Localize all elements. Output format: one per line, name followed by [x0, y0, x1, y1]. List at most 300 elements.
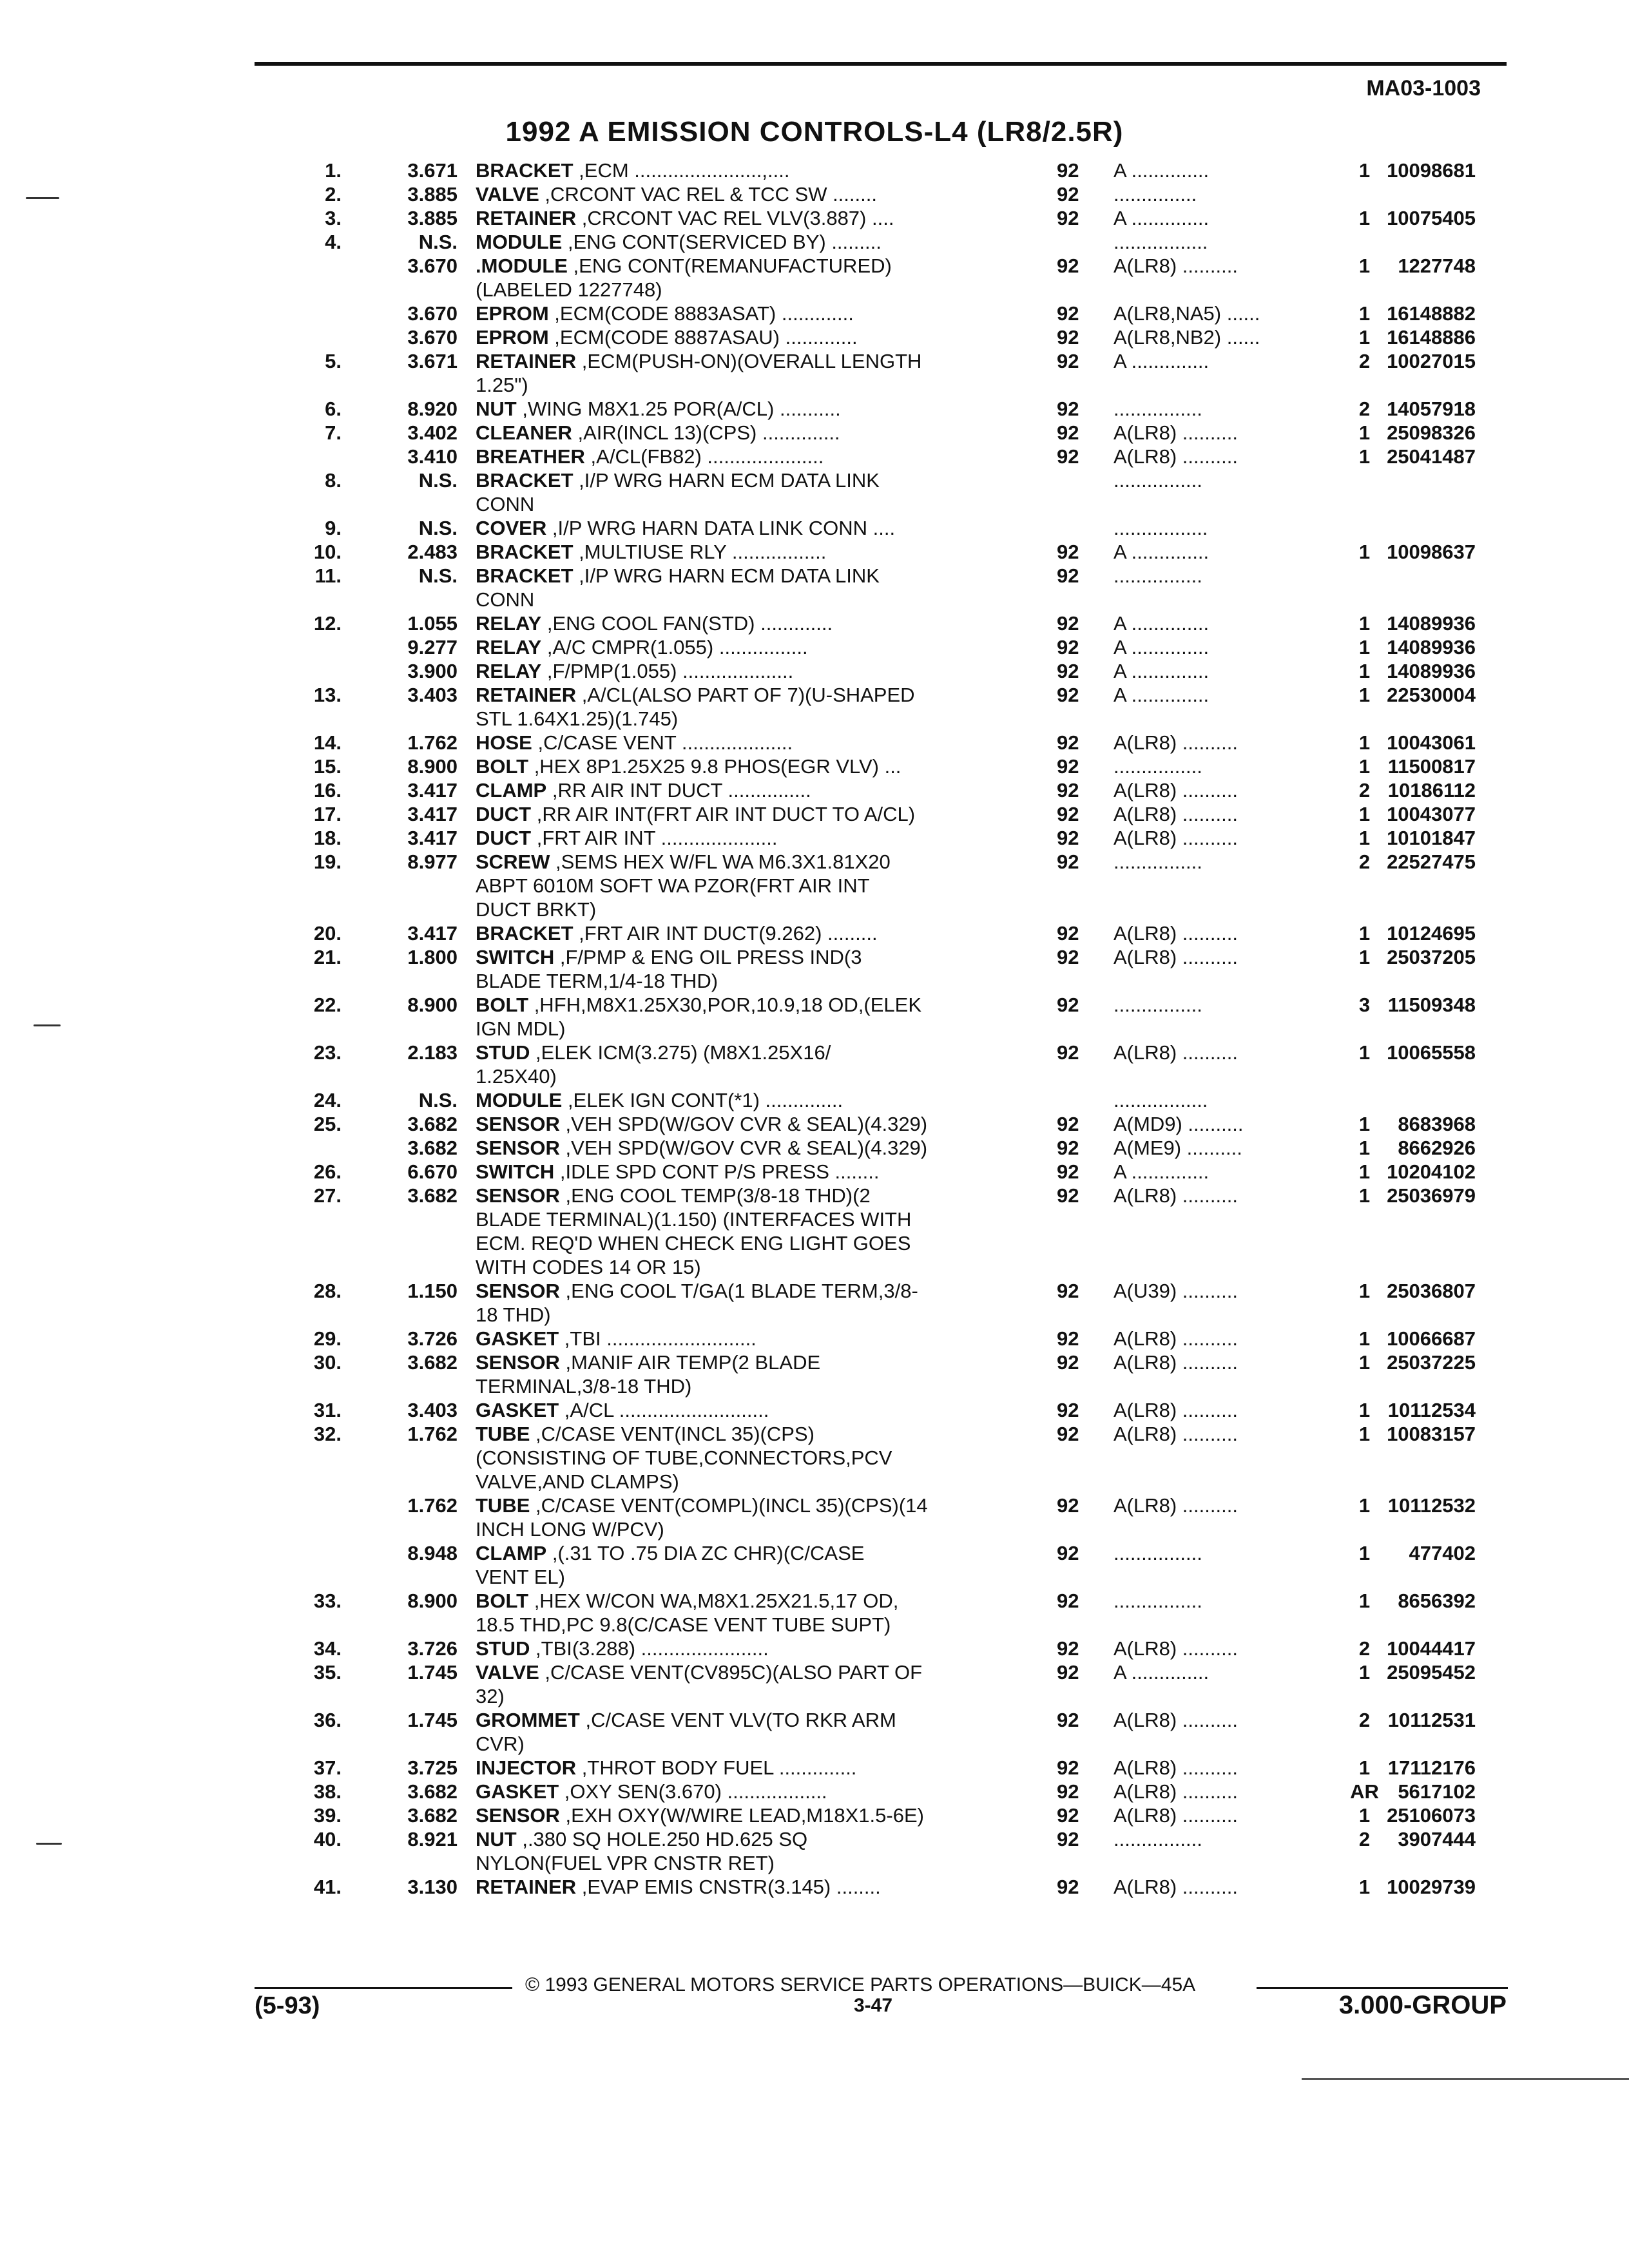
table-row [0, 1565, 1629, 1589]
part-keyword: STUD [476, 1041, 530, 1064]
quantity: 1 [1358, 445, 1371, 468]
part-detail: BLADE TERM,1/4-18 THD) [476, 970, 718, 992]
application: ................ [1113, 1828, 1202, 1850]
table-row [0, 1637, 1629, 1660]
group-number: 2.483 [407, 541, 458, 563]
application: ................ [1113, 850, 1202, 873]
model-year: 92 [1057, 1828, 1079, 1850]
group-number: 3.682 [407, 1137, 458, 1159]
item-number: 16. [313, 779, 342, 802]
model-year: 92 [1057, 1280, 1079, 1302]
table-row [0, 1374, 1629, 1398]
part-detail: ,ECM(CODE 8883ASAT) ............. [548, 302, 854, 325]
group-number: 3.130 [407, 1876, 458, 1898]
part-keyword: TUBE [476, 1423, 530, 1445]
part-description [458, 778, 1050, 802]
table-row [0, 1875, 1629, 1899]
part-keyword: BOLT [476, 994, 529, 1016]
item-number: 38. [313, 1780, 342, 1803]
model-year: 92 [1057, 1709, 1079, 1731]
group-number: 3.417 [407, 779, 458, 802]
part-detail: ,AIR(INCL 13)(CPS) .............. [572, 421, 840, 444]
part-detail: STL 1.64X1.25)(1.745) [476, 707, 679, 730]
group-number: 3.417 [407, 922, 458, 945]
application: ................. [1113, 1089, 1208, 1111]
table-row [0, 1088, 1629, 1112]
part-description [458, 1494, 1050, 1517]
table-row [0, 802, 1629, 826]
part-detail: ,ECM .......................,.... [573, 159, 790, 182]
part-keyword: BRACKET [476, 541, 574, 563]
part-description [458, 659, 1050, 683]
quantity: 2 [1358, 1709, 1371, 1731]
application: A(LR8) .......... [1113, 255, 1238, 277]
group-number: 8.900 [407, 994, 458, 1016]
group-number: 3.671 [407, 159, 458, 182]
quantity: 1 [1358, 1804, 1371, 1827]
item-number: 6. [325, 398, 342, 420]
quantity: 1 [1358, 684, 1371, 706]
table-row [0, 707, 1629, 731]
part-keyword: CLAMP [476, 779, 547, 802]
item-number: 11. [314, 564, 342, 587]
part-detail: IGN MDL) [476, 1017, 566, 1040]
table-row [0, 1732, 1629, 1756]
part-keyword: RELAY [476, 636, 542, 658]
table-row [0, 373, 1629, 397]
part-keyword: SENSOR [476, 1804, 560, 1827]
part-detail: ,IDLE SPD CONT P/S PRESS ........ [554, 1160, 880, 1183]
part-detail: ,ENG COOL FAN(STD) ............. [541, 612, 833, 635]
group-number: 8.900 [407, 755, 458, 778]
application: A(LR8) .......... [1113, 1423, 1238, 1445]
model-year: 92 [1057, 1637, 1079, 1660]
table-row [0, 1756, 1629, 1780]
part-number: 5617102 [1398, 1780, 1476, 1803]
part-number: 11500817 [1387, 755, 1476, 778]
part-detail: ,HFH,M8X1.25X30,POR,10.9,18 OD,(ELEK [528, 994, 922, 1016]
group-number: 3.417 [407, 827, 458, 849]
margin-mark [36, 1843, 62, 1845]
table-row [0, 1684, 1629, 1708]
model-year: 92 [1057, 922, 1079, 945]
quantity: 1 [1358, 731, 1371, 754]
item-number: 22. [313, 994, 342, 1016]
table-row [0, 993, 1629, 1017]
part-keyword: DUCT [476, 827, 532, 849]
application: A(LR8,NA5) ...... [1113, 302, 1260, 325]
model-year: 92 [1057, 183, 1079, 206]
model-year: 92 [1057, 1661, 1079, 1684]
table-row [0, 1446, 1629, 1470]
table-row [0, 945, 1629, 969]
part-description [458, 1231, 1050, 1255]
part-description [458, 1756, 1050, 1780]
part-number: 10029739 [1387, 1876, 1476, 1898]
part-number: 14089936 [1387, 612, 1476, 635]
table-row [0, 898, 1629, 921]
quantity: 2 [1358, 1637, 1371, 1660]
item-number: 4. [325, 231, 342, 253]
table-row [0, 1803, 1629, 1827]
model-year: 92 [1057, 445, 1079, 468]
application: ................ [1113, 1542, 1202, 1564]
table-row [0, 230, 1629, 254]
model-year: 92 [1057, 1780, 1079, 1803]
item-number: 3. [325, 207, 342, 229]
part-number: 8683968 [1398, 1113, 1476, 1135]
model-year: 92 [1057, 850, 1079, 873]
part-number: 8656392 [1398, 1590, 1476, 1612]
part-detail: ,C/CASE VENT(COMPL)(INCL 35)(CPS)(14 [530, 1494, 928, 1517]
part-detail: NYLON(FUEL VPR CNSTR RET) [476, 1852, 775, 1874]
part-detail: ,FRT AIR INT ..................... [531, 827, 778, 849]
application: A(LR8) .......... [1113, 922, 1238, 945]
quantity: 1 [1358, 207, 1371, 229]
group-number: 3.726 [407, 1327, 458, 1350]
application: ................ [1113, 1590, 1202, 1612]
part-description [458, 206, 1050, 230]
part-number: 16148886 [1387, 326, 1476, 349]
part-keyword: BRACKET [476, 469, 574, 492]
item-number: 30. [313, 1351, 342, 1374]
part-keyword: MODULE [476, 231, 563, 253]
application: A(LR8) .......... [1113, 1876, 1238, 1898]
table-row [0, 1708, 1629, 1732]
application: ................. [1113, 231, 1208, 253]
part-keyword: SCREW [476, 850, 550, 873]
quantity: 1 [1358, 1327, 1371, 1350]
part-keyword: BRACKET [476, 922, 574, 945]
quantity: 1 [1358, 1494, 1371, 1517]
model-year: 92 [1057, 350, 1079, 372]
application: A(LR8) .......... [1113, 779, 1238, 802]
application: A(LR8) .......... [1113, 1637, 1238, 1660]
part-description [458, 1184, 1050, 1207]
table-row [0, 754, 1629, 778]
model-year: 92 [1057, 207, 1079, 229]
table-row [0, 1827, 1629, 1851]
part-detail: (CONSISTING OF TUBE,CONNECTORS,PCV [476, 1446, 892, 1469]
part-number: 25037205 [1387, 946, 1476, 968]
application: A .............. [1113, 660, 1210, 682]
part-detail: ,CRCONT VAC REL VLV(3.887) .... [576, 207, 894, 229]
part-detail: ,ELEK ICM(3.275) (M8X1.25X16/ [530, 1041, 831, 1064]
part-detail: ,ENG COOL T/GA(1 BLADE TERM,3/8- [559, 1280, 918, 1302]
part-description [458, 1422, 1050, 1446]
table-row [0, 683, 1629, 707]
part-description [458, 921, 1050, 945]
table-row [0, 1184, 1629, 1207]
quantity: 3 [1358, 994, 1371, 1016]
document-id: MA03-1003 [1366, 76, 1481, 101]
part-number: 25098326 [1387, 421, 1476, 444]
part-detail: ,VEH SPD(W/GOV CVR & SEAL)(4.329) [559, 1113, 928, 1135]
application: A .............. [1113, 636, 1210, 658]
part-description [458, 1207, 1050, 1231]
group-number: 1.800 [407, 946, 458, 968]
item-number: 17. [313, 803, 342, 825]
table-row [0, 1207, 1629, 1231]
group-number: N.S. [418, 231, 458, 253]
part-number: 10027015 [1387, 350, 1476, 372]
part-keyword: EPROM [476, 326, 549, 349]
part-description [458, 1637, 1050, 1660]
part-description [458, 1803, 1050, 1827]
part-keyword: RETAINER [476, 350, 577, 372]
part-description [458, 1684, 1050, 1708]
application: A(U39) .......... [1113, 1280, 1238, 1302]
scan-artifact-line [1302, 2078, 1629, 2080]
part-keyword: BOLT [476, 1590, 529, 1612]
part-number: 10124695 [1387, 922, 1476, 945]
part-detail: VALVE,AND CLAMPS) [476, 1470, 679, 1493]
quantity: 2 [1358, 779, 1371, 802]
part-description [458, 1732, 1050, 1756]
application: ................ [1113, 469, 1202, 492]
group-number: 3.682 [407, 1351, 458, 1374]
item-number: 34. [313, 1637, 342, 1660]
part-keyword: CLEANER [476, 421, 572, 444]
part-detail: ,I/P WRG HARN ECM DATA LINK [573, 564, 880, 587]
part-detail: ,SEMS HEX W/FL WA M6.3X1.81X20 [550, 850, 891, 873]
model-year: 92 [1057, 1494, 1079, 1517]
item-number: 10. [313, 541, 342, 563]
part-number: 25095452 [1387, 1661, 1476, 1684]
part-description [458, 1327, 1050, 1350]
quantity: 1 [1358, 1876, 1371, 1898]
part-number: 10083157 [1387, 1423, 1476, 1445]
table-row [0, 159, 1629, 182]
part-keyword: GASKET [476, 1780, 559, 1803]
part-description [458, 898, 1050, 921]
group-number: N.S. [418, 1089, 458, 1111]
table-row [0, 1327, 1629, 1350]
part-detail: ,ECM(CODE 8887ASAU) ............. [548, 326, 858, 349]
group-number: 3.885 [407, 207, 458, 229]
part-number: 25041487 [1387, 445, 1476, 468]
application: A(LR8) .......... [1113, 1184, 1238, 1207]
group-number: 3.417 [407, 803, 458, 825]
part-detail: 32) [476, 1685, 505, 1707]
application: A(LR8) .......... [1113, 731, 1238, 754]
table-row [0, 564, 1629, 588]
part-number: 3907444 [1398, 1828, 1476, 1850]
quantity: 1 [1358, 827, 1371, 849]
part-keyword: SENSOR [476, 1137, 560, 1159]
quantity: 1 [1358, 1756, 1371, 1779]
part-number: 10112532 [1387, 1494, 1476, 1517]
part-detail: ,EVAP EMIS CNSTR(3.145) ........ [576, 1876, 881, 1898]
group-number: 8.920 [407, 398, 458, 420]
group-number: 3.403 [407, 1399, 458, 1421]
part-description [458, 1541, 1050, 1565]
application: A(LR8,NB2) ...... [1113, 326, 1260, 349]
table-row [0, 325, 1629, 349]
part-keyword: SWITCH [476, 1160, 555, 1183]
quantity: 2 [1358, 350, 1371, 372]
quantity: 1 [1358, 1184, 1371, 1207]
quantity: 1 [1358, 755, 1371, 778]
table-row [0, 1589, 1629, 1613]
item-number: 39. [313, 1804, 342, 1827]
application: A .............. [1113, 207, 1210, 229]
group-number: 1.762 [407, 1494, 458, 1517]
part-detail: ,VEH SPD(W/GOV CVR & SEAL)(4.329) [559, 1137, 928, 1159]
part-keyword: SWITCH [476, 946, 555, 968]
part-number: 22527475 [1387, 850, 1476, 873]
part-number: 11509348 [1387, 994, 1476, 1016]
part-keyword: GASKET [476, 1399, 559, 1421]
item-number: 15. [313, 755, 342, 778]
part-keyword: EPROM [476, 302, 549, 325]
footer-rule-left [255, 1987, 512, 1989]
part-number: 16148882 [1387, 302, 1476, 325]
part-description [458, 1660, 1050, 1684]
group-number: 3.725 [407, 1756, 458, 1779]
application: A .............. [1113, 350, 1210, 372]
group-number: 3.900 [407, 660, 458, 682]
part-detail: ,ENG CONT(SERVICED BY) ......... [562, 231, 882, 253]
group-number: 3.682 [407, 1780, 458, 1803]
quantity: 1 [1358, 1041, 1371, 1064]
part-description [458, 1112, 1050, 1136]
application: A(LR8) .......... [1113, 1780, 1238, 1803]
table-row [0, 1017, 1629, 1041]
table-row [0, 1350, 1629, 1374]
application: A(LR8) .......... [1113, 1327, 1238, 1350]
table-row [0, 1160, 1629, 1184]
part-number: 10112534 [1387, 1399, 1476, 1421]
part-description [458, 993, 1050, 1017]
model-year: 92 [1057, 636, 1079, 658]
part-detail: 1.25X40) [476, 1065, 557, 1088]
part-detail: ,THROT BODY FUEL .............. [576, 1756, 857, 1779]
group-number: 8.948 [407, 1542, 458, 1564]
part-description [458, 1470, 1050, 1494]
table-row [0, 1780, 1629, 1803]
item-number: 24. [313, 1089, 342, 1111]
part-keyword: SENSOR [476, 1113, 560, 1135]
model-year: 92 [1057, 326, 1079, 349]
part-detail: ,C/CASE VENT(CV895C)(ALSO PART OF [539, 1661, 923, 1684]
part-description [458, 1827, 1050, 1851]
part-description [458, 516, 1050, 540]
part-keyword: STUD [476, 1637, 530, 1660]
part-keyword: RETAINER [476, 684, 577, 706]
part-detail: ,ELEK IGN CONT(*1) .............. [562, 1089, 843, 1111]
part-number: 10101847 [1387, 827, 1476, 849]
application: A(LR8) .......... [1113, 1494, 1238, 1517]
part-detail: ECM. REQ'D WHEN CHECK ENG LIGHT GOES [476, 1232, 911, 1254]
quantity: 1 [1358, 660, 1371, 682]
model-year: 92 [1057, 684, 1079, 706]
model-year: 92 [1057, 612, 1079, 635]
part-keyword: SENSOR [476, 1184, 560, 1207]
table-row [0, 516, 1629, 540]
part-keyword: NUT [476, 1828, 517, 1850]
part-detail: ,A/CL(FB82) ..................... [584, 445, 824, 468]
part-description [458, 1064, 1050, 1088]
part-keyword: MODULE [476, 1089, 563, 1111]
part-description [458, 540, 1050, 564]
part-keyword: VALVE [476, 183, 539, 206]
quantity: 1 [1358, 1661, 1371, 1684]
part-description [458, 1017, 1050, 1041]
part-number: 10065558 [1387, 1041, 1476, 1064]
application: A(LR8) .......... [1113, 1351, 1238, 1374]
table-row [0, 1064, 1629, 1088]
group-number: 8.921 [407, 1828, 458, 1850]
model-year: 92 [1057, 1160, 1079, 1183]
model-year: 92 [1057, 779, 1079, 802]
part-detail: ,.380 SQ HOLE.250 HD.625 SQ [516, 1828, 808, 1850]
table-row [0, 778, 1629, 802]
quantity: 1 [1358, 612, 1371, 635]
group-number: N.S. [418, 469, 458, 492]
application: A(LR8) .......... [1113, 946, 1238, 968]
part-description [458, 373, 1050, 397]
part-description [458, 564, 1050, 588]
application: A(LR8) .......... [1113, 1756, 1238, 1779]
group-number: 9.277 [407, 636, 458, 658]
part-detail: ,CRCONT VAC REL & TCC SW ........ [539, 183, 877, 206]
part-detail: ,TBI ........................... [559, 1327, 757, 1350]
quantity: 1 [1358, 803, 1371, 825]
quantity: 1 [1358, 636, 1371, 658]
model-year: 92 [1057, 564, 1079, 587]
quantity: 1 [1358, 1351, 1371, 1374]
item-number: 28. [313, 1280, 342, 1302]
model-year: 92 [1057, 994, 1079, 1016]
group-number: 3.682 [407, 1113, 458, 1135]
part-detail: ,HEX W/CON WA,M8X1.25X21.5,17 OD, [528, 1590, 899, 1612]
part-description [458, 1780, 1050, 1803]
part-keyword: COVER [476, 517, 547, 539]
part-number: 10186112 [1387, 779, 1476, 802]
application: ................. [1113, 517, 1208, 539]
group-number: 3.726 [407, 1637, 458, 1660]
part-description [458, 1875, 1050, 1899]
group-number: 1.055 [407, 612, 458, 635]
part-description [458, 230, 1050, 254]
item-number: 23. [313, 1041, 342, 1064]
part-number: 10098637 [1387, 541, 1476, 563]
group-number: 3.671 [407, 350, 458, 372]
model-year: 92 [1057, 1137, 1079, 1159]
part-keyword: SENSOR [476, 1280, 560, 1302]
part-detail: ,C/CASE VENT(INCL 35)(CPS) [530, 1423, 815, 1445]
part-detail: ,RR AIR INT DUCT ............... [546, 779, 811, 802]
part-detail: BLADE TERMINAL)(1.150) (INTERFACES WITH [476, 1208, 912, 1231]
part-detail: CONN [476, 493, 535, 515]
part-description [458, 588, 1050, 611]
model-year: 92 [1057, 827, 1079, 849]
part-description [458, 445, 1050, 468]
item-number: 13. [313, 684, 342, 706]
application: A(LR8) .......... [1113, 1709, 1238, 1731]
part-detail: ,HEX 8P1.25X25 9.8 PHOS(EGR VLV) ... [528, 755, 901, 778]
application: A(LR8) .......... [1113, 1399, 1238, 1421]
group-number: 3.670 [407, 255, 458, 277]
part-description [458, 1279, 1050, 1303]
model-year: 92 [1057, 302, 1079, 325]
quantity: 1 [1358, 922, 1371, 945]
part-detail: 18 THD) [476, 1303, 551, 1326]
part-detail: ,OXY SEN(3.670) .................. [559, 1780, 827, 1803]
quantity: 2 [1358, 850, 1371, 873]
part-number: 10112531 [1387, 1709, 1476, 1731]
